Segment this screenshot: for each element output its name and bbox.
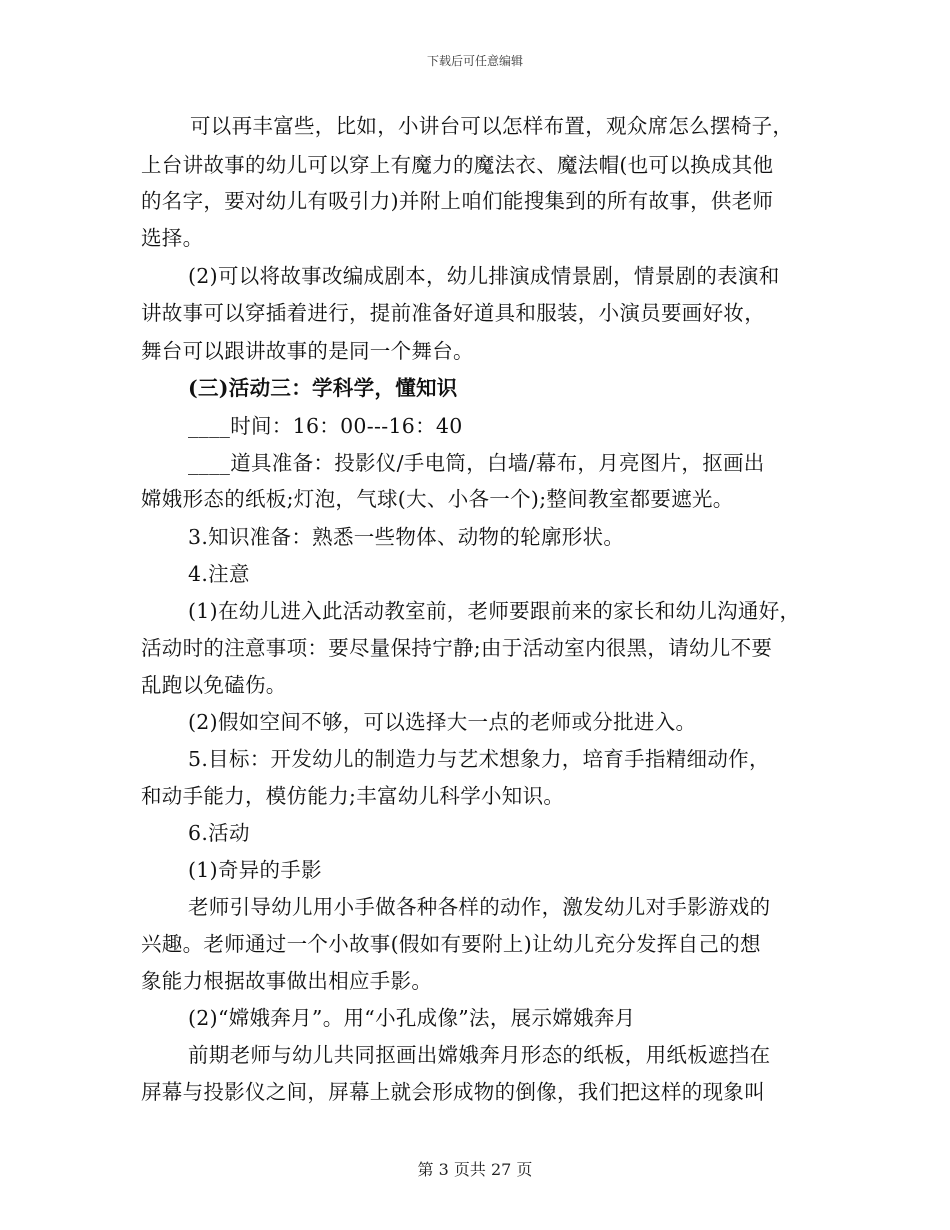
text-line: 6.活动 bbox=[188, 821, 250, 845]
page-footer: 第 3 页共 27 页 bbox=[417, 1160, 533, 1179]
text-line: 和动手能力，模仿能力;丰富幼儿科学小知识。 bbox=[141, 784, 565, 808]
text-line: 兴趣。老师通过一个小故事(假如有要附上)让幼儿充分发挥自己的想 bbox=[141, 932, 761, 956]
text-line: 老师引导幼儿用小手做各种各样的动作，激发幼儿对手影游戏的 bbox=[188, 895, 771, 919]
text-line: 选择。 bbox=[141, 226, 204, 250]
text-line: 5.目标：开发幼儿的制造力与艺术想象力，培育手指精细动作， bbox=[188, 747, 770, 771]
text-line: (2)可以将故事改编成剧本，幼儿排演成情景剧，情景剧的表演和 bbox=[188, 264, 780, 288]
text-line: (1)奇异的手影 bbox=[188, 858, 322, 882]
text-line: 上台讲故事的幼儿可以穿上有魔力的魔法衣、魔法帽(也可以换成其他 bbox=[141, 153, 774, 177]
page-header: 下载后可任意编辑 bbox=[426, 54, 523, 68]
text-line: 可以再丰富些，比如，小讲台可以怎样布置，观众席怎么摆椅子， bbox=[190, 114, 794, 138]
text-line: 前期老师与幼儿共同抠画出嫦娥奔月形态的纸板，用纸板遮挡在 bbox=[188, 1043, 771, 1067]
text-line: 3.知识准备：熟悉一些物体、动物的轮廓形状。 bbox=[188, 525, 625, 549]
text-line: 屏幕与投影仪之间，屏幕上就会形成物的倒像，我们把这样的现象叫 bbox=[141, 1080, 765, 1104]
text-line: ____时间：16：00---16：40 bbox=[188, 414, 463, 438]
text-line: 讲故事可以穿插着进行，提前准备好道具和服装，小演员要画好妆， bbox=[141, 301, 765, 325]
text-line: (2)假如空间不够，可以选择大一点的老师或分批进入。 bbox=[188, 710, 697, 734]
text-line: 象能力根据故事做出相应手影。 bbox=[141, 969, 433, 993]
text-line: 活动时的注意事项：要尽量保持宁静;由于活动室内很黑，请幼儿不要 bbox=[141, 636, 773, 660]
section-heading: (三)活动三：学科学，懂知识 bbox=[188, 376, 458, 400]
text-line: 的名字，要对幼儿有吸引力)并附上咱们能搜集到的所有故事，供老师 bbox=[141, 189, 774, 213]
text-line: ____道具准备：投影仪/手电筒，白墙/幕布，月亮图片，抠画出 bbox=[188, 451, 765, 475]
text-line: 4.注意 bbox=[188, 562, 250, 586]
text-line: 嫦娥形态的纸板;灯泡，气球(大、小各一个);整间教室都要遮光。 bbox=[141, 487, 734, 511]
text-line: (1)在幼儿进入此活动教室前，老师要跟前来的家长和幼儿沟通好， bbox=[188, 599, 801, 623]
text-line: 乱跑以免磕伤。 bbox=[141, 673, 287, 697]
text-line: 舞台可以跟讲故事的是同一个舞台。 bbox=[141, 339, 474, 363]
text-line: (2)“嫦娥奔月”。用“小孔成像”法，展示嫦娥奔月 bbox=[188, 1006, 636, 1030]
